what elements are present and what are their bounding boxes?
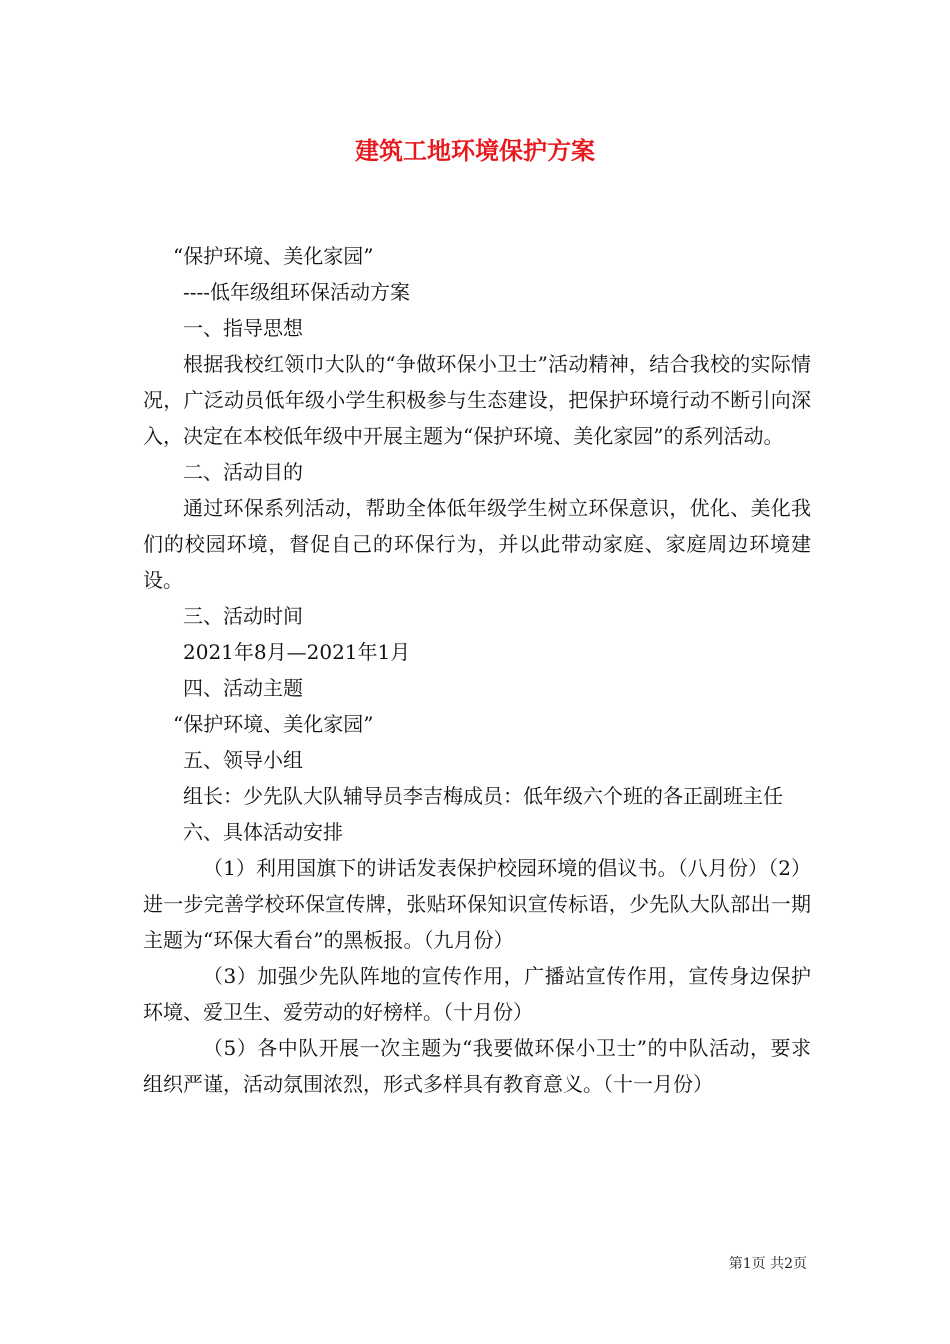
- section-heading-purpose: 二、活动目的: [183, 460, 303, 484]
- document-body: [143, 238, 811, 1102]
- subtitle-plan: ----低年级组环保活动方案: [183, 280, 411, 304]
- subtitle-slogan: “保护环境、美化家园”: [173, 244, 374, 268]
- paragraph-purpose: 通过环保系列活动，帮助全体低年级学生树立环保意识，优化、美化我们的校园环境，督促自己的环保行为，并以此带动家庭、家庭周边环境建设。: [143, 496, 811, 592]
- section-heading-theme: 四、活动主题: [183, 676, 303, 700]
- section-heading-leadership: 五、领导小组: [183, 748, 303, 772]
- paragraph-time: 2021年8月—2021年1月: [183, 640, 411, 664]
- paragraph-guiding-idea: 根据我校红领巾大队的“争做环保小卫士”活动精神，结合我校的实际情况，广泛动员低年级小学生积极参与生态建设，把保护环境行动不断引向深入，决定在本校低年级中开展主题为“保护环境、美化家园”的系列活动。: [143, 352, 811, 448]
- paragraph-arrangement-5: （5）各中队开展一次主题为“我要做环保小卫士”的中队活动，要求组织严谨，活动氛围浓烈，形式多样具有教育意义。（十一月份）: [143, 1036, 811, 1096]
- paragraph-theme: “保护环境、美化家园”: [173, 712, 374, 736]
- section-heading-time: 三、活动时间: [183, 604, 303, 628]
- paragraph-arrangement-3: （3）加强少先队阵地的宣传作用，广播站宣传作用，宣传身边保护环境、爱卫生、爱劳动的好榜样。（十月份）: [143, 964, 811, 1024]
- paragraph-leadership: 组长：少先队大队辅导员李吉梅成员：低年级六个班的各正副班主任: [183, 784, 783, 808]
- section-heading-arrangement: 六、具体活动安排: [183, 820, 343, 844]
- page-title: 建筑工地环境保护方案: [355, 136, 595, 165]
- section-heading-guiding-idea: 一、指导思想: [183, 316, 303, 340]
- page-number: 第1页 共2页: [728, 1256, 807, 1272]
- paragraph-arrangement-1: （1）利用国旗下的讲话发表保护校园环境的倡议书。（八月份）（2）进一步完善学校环保宣传牌，张贴环保知识宣传标语，少先队大队部出一期主题为“环保大看台”的黑板报。（九月份）: [143, 856, 811, 952]
